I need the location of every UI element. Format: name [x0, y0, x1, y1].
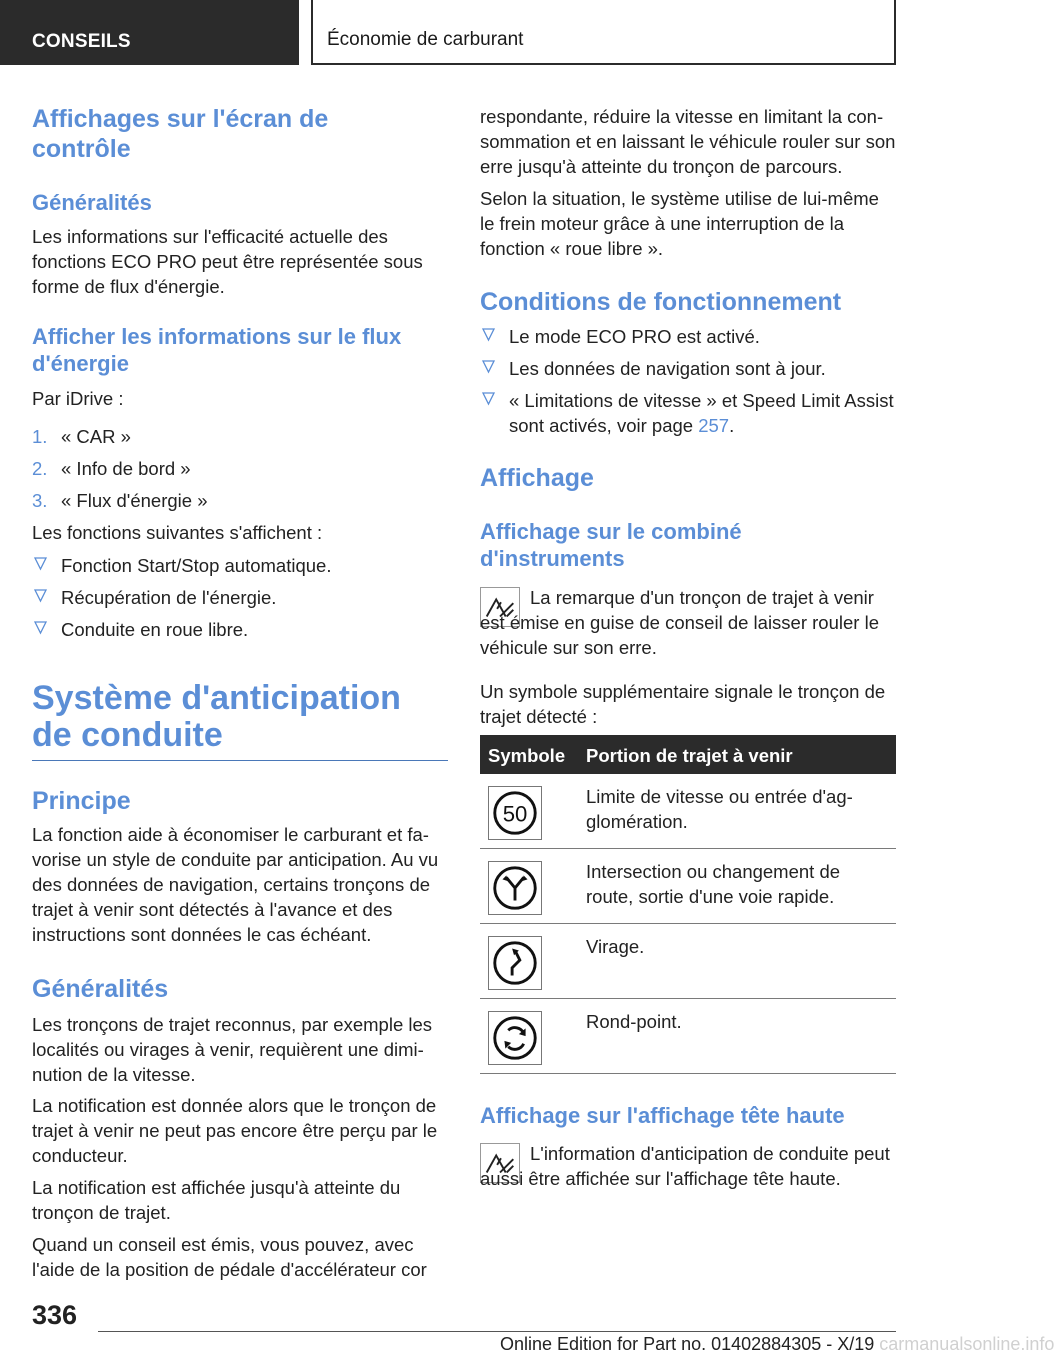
section-tab: CONSEILS [0, 0, 299, 65]
condition-text: Le mode ECO PRO est activé. [509, 326, 760, 347]
table-row [480, 924, 896, 999]
triangle-bullet-icon [34, 621, 47, 634]
chapter-title: Économie de carburant [311, 0, 896, 65]
hint-combine-text: La remarque d'un tronçon de trajet à venir est émise en guise de conseil de laisser rouler le véhicule sur son erre. [480, 587, 879, 658]
edition-text: Online Edition for Part no. 01402884305 - X/19 [500, 1334, 875, 1354]
step-text: « Flux d'énergie » [61, 490, 208, 511]
heading-conditions: Conditions de fonctionnement [480, 288, 842, 316]
page-link[interactable]: 257 [698, 415, 730, 436]
footer-rule [98, 1331, 896, 1332]
roundabout-icon [488, 1011, 542, 1065]
table-header [480, 735, 896, 774]
condition-text-main: « Limitations de vitesse » et Speed Limit Assist sont activés, voir page [509, 390, 894, 436]
section-rule [32, 760, 448, 761]
table-cell-desc: Virage. [586, 936, 645, 957]
triangle-bullet-icon [482, 360, 495, 373]
paragraph-generalites-b: La notification est donnée alors que le tronçon de trajet à venir ne peut pas encore être perçu par le conducteur. [32, 1095, 438, 1166]
table-cell-desc: Intersection ou changement de route, sortie d'une voie rapide. [586, 861, 841, 907]
heading-affichages: Affichages sur l'écran de contrôle [32, 105, 329, 163]
junction-icon [488, 861, 542, 915]
paragraph-generalites-d: Quand un conseil est émis, vous pouvez, avec l'aide de la position de pédale d'accélérateur cor [32, 1234, 427, 1280]
condition-text: Les données de navigation sont à jour. [509, 358, 826, 379]
paragraph-generalites-a: Les tronçons de trajet reconnus, par exemple les localités ou virages à venir, requièrent une diminution de la vitesse. [32, 1014, 433, 1085]
speed-limit-50-icon [488, 786, 542, 840]
heading-combine-instruments: Affichage sur le combiné d'instruments [480, 519, 742, 571]
triangle-bullet-icon [482, 392, 495, 405]
column-header-portion: Portion de trajet à venir [586, 745, 793, 766]
heading-generalites: Généralités [32, 190, 152, 215]
page-number: 336 [32, 1300, 78, 1330]
paragraph-principe: La fonction aide à économiser le carburant et favorise un style de conduite par anticipation. Au vu des données de navigation, certains tronçons de trajet à venir sont détectés à l'avance et des instructions sont données le cas échéant. [32, 824, 439, 945]
heading-afficher-flux: Afficher les informations sur le flux d'énergie [32, 324, 402, 376]
paragraph-fonctions: Les fonctions suivantes s'affichent : [32, 522, 323, 543]
bullet-text: Conduite en roue libre. [61, 619, 249, 640]
condition-text-end: . [729, 415, 735, 436]
footer-edition [500, 1334, 1054, 1355]
triangle-bullet-icon [34, 557, 47, 570]
table-row [480, 999, 896, 1074]
symbol-table [480, 735, 896, 1074]
paragraph-generalites: Les informations sur l'efficacité actuelle des fonctions ECO PRO peut être représentée sous forme de flux d'énergie. [32, 226, 423, 297]
step-number: 2. [32, 458, 48, 479]
curve-icon [488, 936, 542, 990]
triangle-bullet-icon [34, 589, 47, 602]
bullet-text: Fonction Start/Stop automatique. [61, 555, 332, 576]
heading-systeme-anticipation: Système d'anticipation de conduite [32, 679, 401, 754]
condition-text [509, 388, 894, 438]
paragraph-selon: Selon la situation, le système utilise de lui-même le frein moteur grâce à une interruption de la fonction « roue libre ». [480, 188, 879, 259]
paragraph-symbole: Un symbole supplémentaire signale le tronçon de trajet détecté : [480, 681, 886, 727]
table-cell-desc: Limite de vitesse ou entrée d'agglomération. [586, 786, 853, 832]
heading-tete-haute: Affichage sur l'affichage tête haute [480, 1103, 845, 1128]
table-row [480, 774, 896, 849]
triangle-bullet-icon [482, 328, 495, 341]
heading-generalites-2: Généralités [32, 975, 169, 1003]
watermark: carmanualsonline.info [879, 1334, 1054, 1354]
step-text: « CAR » [61, 426, 131, 447]
paragraph-continuation: respondante, réduire la vitesse en limitant la consommation et en laissant le véhicule rouler sur son erre jusqu'à atteinte du tronçon de parcours. [480, 106, 896, 177]
paragraph-par-idrive: Par iDrive : [32, 388, 124, 409]
heading-principe: Principe [32, 787, 131, 815]
svg-text:50: 50 [502, 801, 528, 827]
step-number: 3. [32, 490, 48, 511]
step-number: 1. [32, 426, 48, 447]
table-row [480, 849, 896, 924]
hint-tete-haute-text: L'information d'anticipation de conduite peut aussi être affichée sur l'affichage tête haute. [480, 1143, 890, 1189]
bullet-text: Récupération de l'énergie. [61, 587, 277, 608]
heading-affichage: Affichage [480, 464, 594, 492]
column-header-symbole: Symbole [488, 745, 566, 766]
paragraph-generalites-c: La notification est affichée jusqu'à atteinte du tronçon de trajet. [32, 1177, 401, 1223]
step-text: « Info de bord » [61, 458, 191, 479]
table-cell-desc: Rond-point. [586, 1011, 682, 1032]
